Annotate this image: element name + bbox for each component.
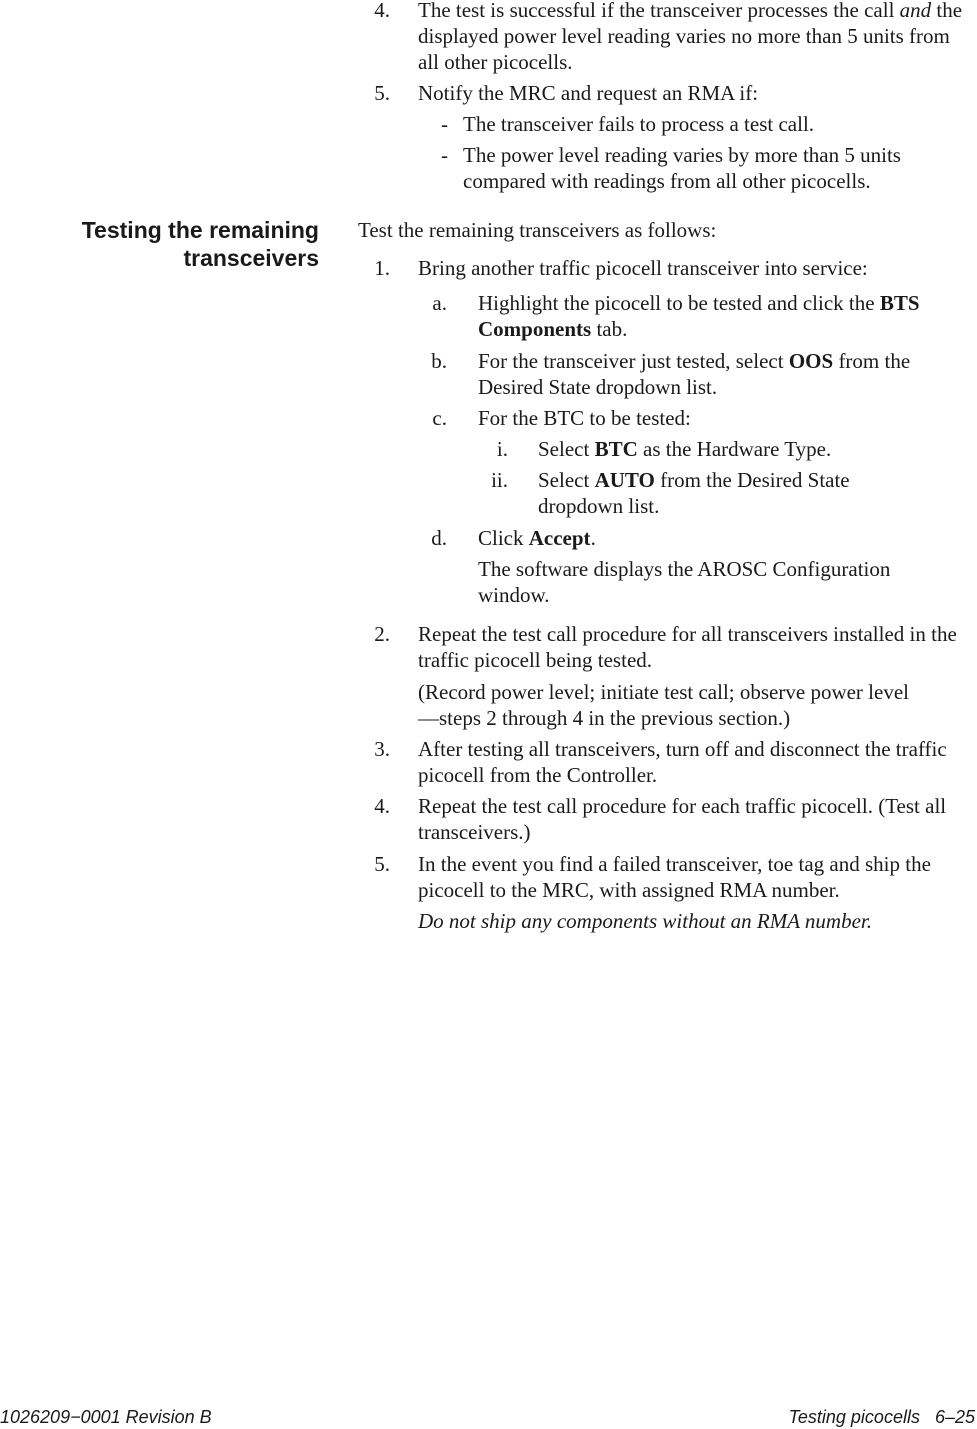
- substep-result: The software displays the AROSC Configuration window.: [478, 557, 891, 607]
- section-heading-line: Testing the remaining: [81, 217, 319, 243]
- roman-item-text: Select BTC as the Hardware Type.: [538, 437, 832, 461]
- step-text: After testing all transceivers, turn off and disconnect the traffic picocell from the Controller.: [418, 737, 947, 787]
- step-warning: Do not ship any components without an RMA number.: [418, 909, 873, 933]
- substep-letter: d.: [431, 526, 447, 550]
- roman-number: i.: [496, 437, 508, 461]
- step-note: (Record power level; initiate test call; observe power level—steps 2 through 4 in the previous section.): [418, 680, 909, 730]
- footer-document-id: 1026209−0001 Revision B: [0, 1407, 212, 1427]
- substep-letter: b.: [431, 349, 447, 373]
- roman-item-text: Select AUTO from the Desired State dropdown list.: [538, 468, 850, 518]
- footer-page-ref: Testing picocells 6–25: [788, 1407, 975, 1427]
- list-item-text: Notify the MRC and request an RMA if:: [418, 81, 759, 105]
- step-text: Repeat the test call procedure for all transceivers installed in the traffic picocell being tested.: [418, 622, 957, 672]
- bullet-text: The power level reading varies by more than 5 units compared with readings from all other picocells.: [463, 143, 901, 193]
- bullet-dash: -: [441, 143, 448, 167]
- step-number: 5.: [374, 852, 390, 876]
- step-number: 1.: [374, 256, 390, 280]
- section-heading-line: transceivers: [183, 245, 319, 271]
- list-item-text: The test is successful if the transceiver processes the call and the displayed power level reading varies no more than 5 units from all other picocells.: [418, 0, 963, 74]
- step-text: Bring another traffic picocell transceiver into service:: [418, 256, 868, 280]
- section-intro: Test the remaining transceivers as follows:: [358, 218, 717, 242]
- step-text: In the event you find a failed transceiver, toe tag and ship the picocell to the MRC, with assigned RMA number.: [418, 852, 931, 902]
- step-text: Repeat the test call procedure for each traffic picocell. (Test all transceivers.): [418, 794, 947, 844]
- substep-text: Highlight the picocell to be tested and click the BTS Components tab.: [478, 291, 920, 341]
- substep-letter: c.: [432, 406, 447, 430]
- top-list: [0, 0, 977, 200]
- section-heading: [19, 216, 319, 272]
- substep-letter: a.: [432, 291, 447, 315]
- substep-text: For the transceiver just tested, select OOS from the Desired State dropdown list.: [478, 349, 911, 399]
- substep-text: Click Accept.: [478, 526, 596, 550]
- substep-text: For the BTC to be tested:: [478, 406, 691, 430]
- bullet-text: The transceiver fails to process a test call.: [463, 112, 815, 136]
- list-number: 4.: [374, 0, 390, 22]
- bullet-dash: -: [441, 112, 448, 136]
- step-number: 4.: [374, 794, 390, 818]
- roman-number: ii.: [491, 468, 508, 492]
- step-number: 3.: [374, 737, 390, 761]
- step-number: 2.: [374, 622, 390, 646]
- list-number: 5.: [374, 81, 390, 105]
